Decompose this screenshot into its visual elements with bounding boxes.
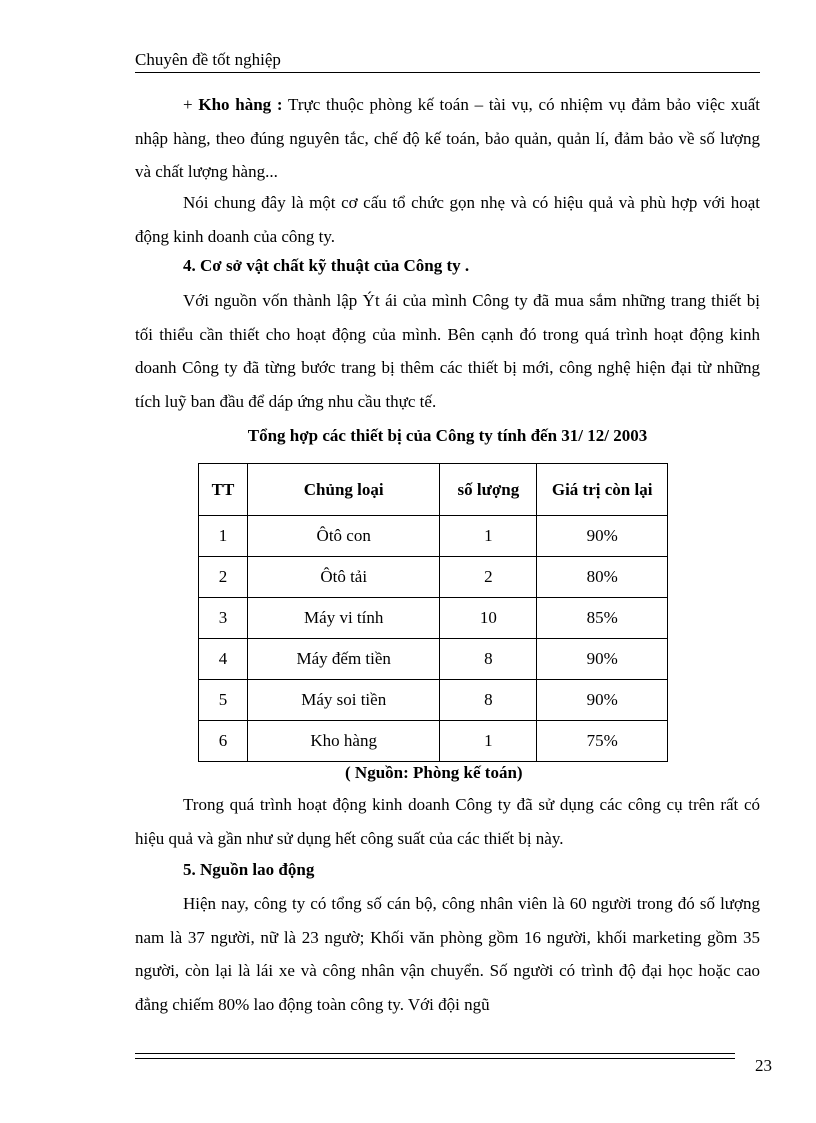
header-remaining-value: Giá trị còn lại <box>537 464 668 516</box>
table-title: Tổng hợp các thiết bị của Công ty tính đến 31/ 12/ 2003 <box>247 426 648 445</box>
paragraph-summary <box>135 186 760 253</box>
footer-divider <box>135 1053 735 1059</box>
header-title: Chuyên đề tốt nghiệp <box>135 50 281 69</box>
table-header-row <box>199 464 668 516</box>
cell-quantity: 2 <box>440 557 537 598</box>
cell-quantity: 8 <box>440 680 537 721</box>
paragraph-labor <box>135 887 760 1021</box>
table-row <box>199 680 668 721</box>
header-tt: TT <box>199 464 248 516</box>
usage-text: Trong quá trình hoạt động kinh doanh Công ty đã sử dụng các công cụ trên rất có hiệu quả và gần như sử dụng hết công suất của các thiết bị này. <box>135 795 760 848</box>
paragraph-usage <box>135 788 760 855</box>
labor-text: Hiện nay, công ty có tổng số cán bộ, công nhân viên là 60 người trong đó số lượng nam là 37 người, nữ là 23 ngườ; Khối văn phòng gồm 16 người, khối marketing gồm 35 người, còn lại là lái xe và công nhân vận chuyển. Số người có trình độ đại học hoặc cao đẳng chiếm 80% lao động toàn công ty. Với đội ngũ <box>135 894 760 1014</box>
cell-type: Máy đếm tiền <box>247 639 440 680</box>
cell-tt: 4 <box>199 639 248 680</box>
page-number: 23 <box>755 1056 772 1075</box>
cell-type: Ôtô tải <box>247 557 440 598</box>
table-source: ( Nguồn: Phòng kế toán) <box>345 763 523 782</box>
cell-quantity: 1 <box>440 516 537 557</box>
summary-text: Nói chung đây là một cơ cấu tổ chức gọn nhẹ và có hiệu quả và phù hợp với hoạt động kinh doanh của công ty. <box>135 193 760 246</box>
kho-hang-label: Kho hàng : <box>198 95 283 114</box>
facility-text: Với nguồn vốn thành lập Ýt ái của mình Công ty đã mua sắm những trang thiết bị tối thiểu cần thiết cho hoạt động của mình. Bên cạnh đó trong quá trình hoạt động kinh doanh Công ty đã từng bước trang bị thêm các thiết bị mới, công nghệ hiện đại từ những tích luỹ ban đầu để dáp ứng nhu cầu thực tế. <box>135 291 760 411</box>
cell-tt: 5 <box>199 680 248 721</box>
section-heading-4: 4. Cơ sở vật chất kỹ thuật của Công ty . <box>183 256 470 275</box>
table-row <box>199 557 668 598</box>
table-row <box>199 639 668 680</box>
cell-type: Kho hàng <box>247 721 440 762</box>
table-row <box>199 516 668 557</box>
kho-hang-text: Trực thuộc phòng kế toán – tài vụ, có nhiệm vụ đảm bảo việc xuất nhập hàng, theo đúng nguyên tắc, chế độ kế toán, bảo quản, quản lí, đảm bảo về số lượng và chất lượng hàng... <box>135 95 760 181</box>
page-header <box>135 50 760 73</box>
cell-type: Máy soi tiền <box>247 680 440 721</box>
section-heading-5: 5. Nguồn lao động <box>183 860 315 879</box>
cell-value: 80% <box>537 557 668 598</box>
cell-type: Ôtô con <box>247 516 440 557</box>
kho-hang-prefix: + <box>183 95 199 114</box>
cell-value: 90% <box>537 680 668 721</box>
header-quantity: số lượng <box>440 464 537 516</box>
cell-value: 85% <box>537 598 668 639</box>
cell-quantity: 10 <box>440 598 537 639</box>
table-row <box>199 721 668 762</box>
paragraph-facility <box>135 284 760 418</box>
cell-tt: 1 <box>199 516 248 557</box>
cell-type: Máy vi tính <box>247 598 440 639</box>
table-row <box>199 598 668 639</box>
cell-quantity: 1 <box>440 721 537 762</box>
cell-value: 75% <box>537 721 668 762</box>
cell-tt: 2 <box>199 557 248 598</box>
cell-value: 90% <box>537 516 668 557</box>
cell-quantity: 8 <box>440 639 537 680</box>
cell-tt: 6 <box>199 721 248 762</box>
cell-tt: 3 <box>199 598 248 639</box>
equipment-table <box>198 463 668 762</box>
paragraph-kho-hang <box>135 88 760 189</box>
header-type: Chủng loại <box>247 464 440 516</box>
cell-value: 90% <box>537 639 668 680</box>
